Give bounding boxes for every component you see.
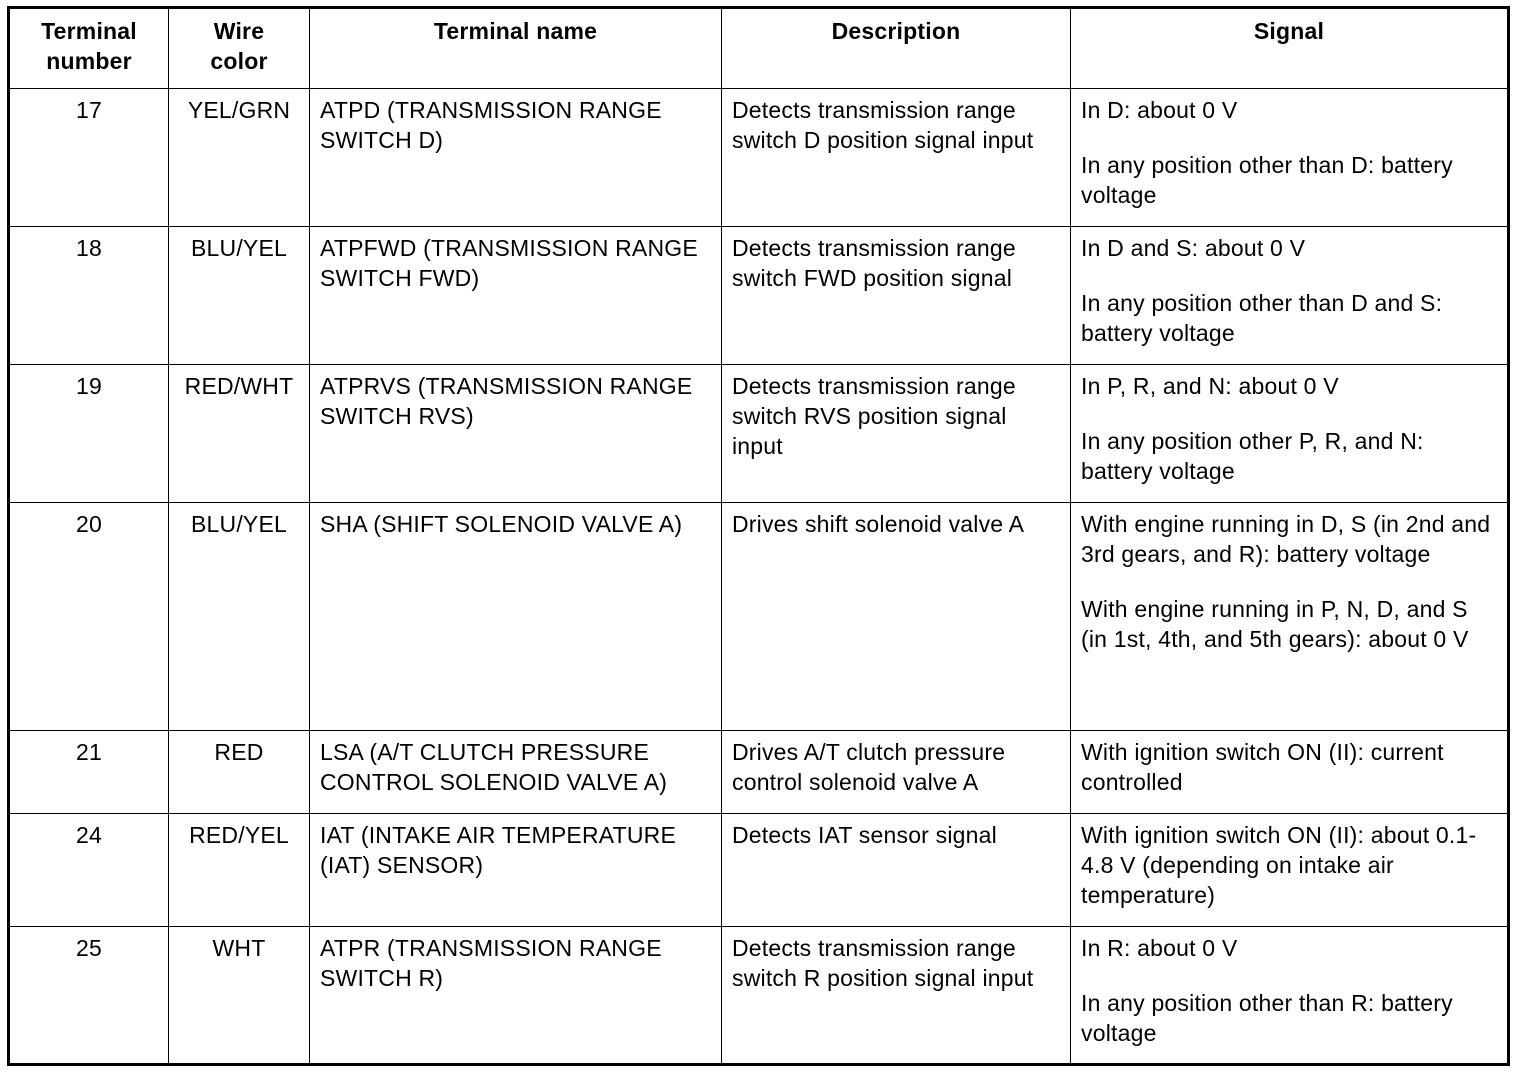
header-terminal-number: Terminal number — [9, 8, 169, 89]
wire-color-cell: BLU/YEL — [169, 227, 310, 365]
wire-color-cell: RED/WHT — [169, 365, 310, 503]
header-signal: Signal — [1071, 8, 1509, 89]
description-cell: Detects IAT sensor signal — [722, 814, 1071, 927]
signal-text: In any position other P, R, and N: battery voltage — [1081, 428, 1424, 484]
signal-cell — [1071, 227, 1509, 365]
wire-color-cell: BLU/YEL — [169, 503, 310, 731]
signal-text: With engine running in D, S (in 2nd and 3rd gears, and R): battery voltage — [1081, 511, 1491, 567]
signal-text: In any position other than R: battery voltage — [1081, 990, 1453, 1046]
header-wire-color: Wire color — [169, 8, 310, 89]
terminal-number-cell: 19 — [9, 365, 169, 503]
signal-cell — [1071, 365, 1509, 503]
signal-text: With ignition switch ON (II): about 0.1-4.8 V (depending on intake air temperature) — [1081, 822, 1477, 908]
header-row — [9, 8, 1509, 89]
signal-text: In any position other than D and S: battery voltage — [1081, 290, 1443, 346]
signal-text: With ignition switch ON (II): current controlled — [1081, 739, 1444, 795]
signal-cell — [1071, 503, 1509, 731]
terminal-number-cell: 21 — [9, 731, 169, 814]
terminal-table — [7, 6, 1510, 1066]
signal-text: In D and S: about 0 V — [1081, 235, 1306, 261]
wire-color-cell: RED/YEL — [169, 814, 310, 927]
signal-text: In any position other than D: battery voltage — [1081, 152, 1453, 208]
table-row — [9, 503, 1509, 731]
terminal-number-cell: 18 — [9, 227, 169, 365]
signal-text: In D: about 0 V — [1081, 97, 1238, 123]
terminal-number-cell: 20 — [9, 503, 169, 731]
signal-text: In P, R, and N: about 0 V — [1081, 373, 1339, 399]
terminal-name-cell: ATPR (TRANSMISSION RANGE SWITCH R) — [310, 927, 722, 1065]
terminal-number-cell: 24 — [9, 814, 169, 927]
terminal-name-cell: ATPD (TRANSMISSION RANGE SWITCH D) — [310, 89, 722, 227]
table-row — [9, 731, 1509, 814]
signal-text: With engine running in P, N, D, and S (in 1st, 4th, and 5th gears): about 0 V — [1081, 596, 1469, 652]
header-description: Description — [722, 8, 1071, 89]
table-row — [9, 814, 1509, 927]
terminal-name-cell: ATPRVS (TRANSMISSION RANGE SWITCH RVS) — [310, 365, 722, 503]
terminal-number-cell: 17 — [9, 89, 169, 227]
terminal-name-cell: ATPFWD (TRANSMISSION RANGE SWITCH FWD) — [310, 227, 722, 365]
description-cell: Drives shift solenoid valve A — [722, 503, 1071, 731]
signal-cell — [1071, 731, 1509, 814]
terminal-name-cell: SHA (SHIFT SOLENOID VALVE A) — [310, 503, 722, 731]
description-cell: Detects transmission range switch D position signal input — [722, 89, 1071, 227]
wire-color-cell: RED — [169, 731, 310, 814]
terminal-number-cell: 25 — [9, 927, 169, 1065]
terminal-name-cell: LSA (A/T CLUTCH PRESSURE CONTROL SOLENOID VALVE A) — [310, 731, 722, 814]
description-cell: Drives A/T clutch pressure control solenoid valve A — [722, 731, 1071, 814]
description-cell: Detects transmission range switch R position signal input — [722, 927, 1071, 1065]
header-terminal-name: Terminal name — [310, 8, 722, 89]
terminal-name-cell: IAT (INTAKE AIR TEMPERATURE (IAT) SENSOR) — [310, 814, 722, 927]
description-cell: Detects transmission range switch RVS position signal input — [722, 365, 1071, 503]
description-cell: Detects transmission range switch FWD position signal — [722, 227, 1071, 365]
signal-cell — [1071, 89, 1509, 227]
table-row — [9, 365, 1509, 503]
signal-text: In R: about 0 V — [1081, 935, 1238, 961]
table-row — [9, 927, 1509, 1065]
wire-color-cell: WHT — [169, 927, 310, 1065]
table-row — [9, 227, 1509, 365]
wire-color-cell: YEL/GRN — [169, 89, 310, 227]
signal-cell — [1071, 814, 1509, 927]
table-row — [9, 89, 1509, 227]
signal-cell — [1071, 927, 1509, 1065]
